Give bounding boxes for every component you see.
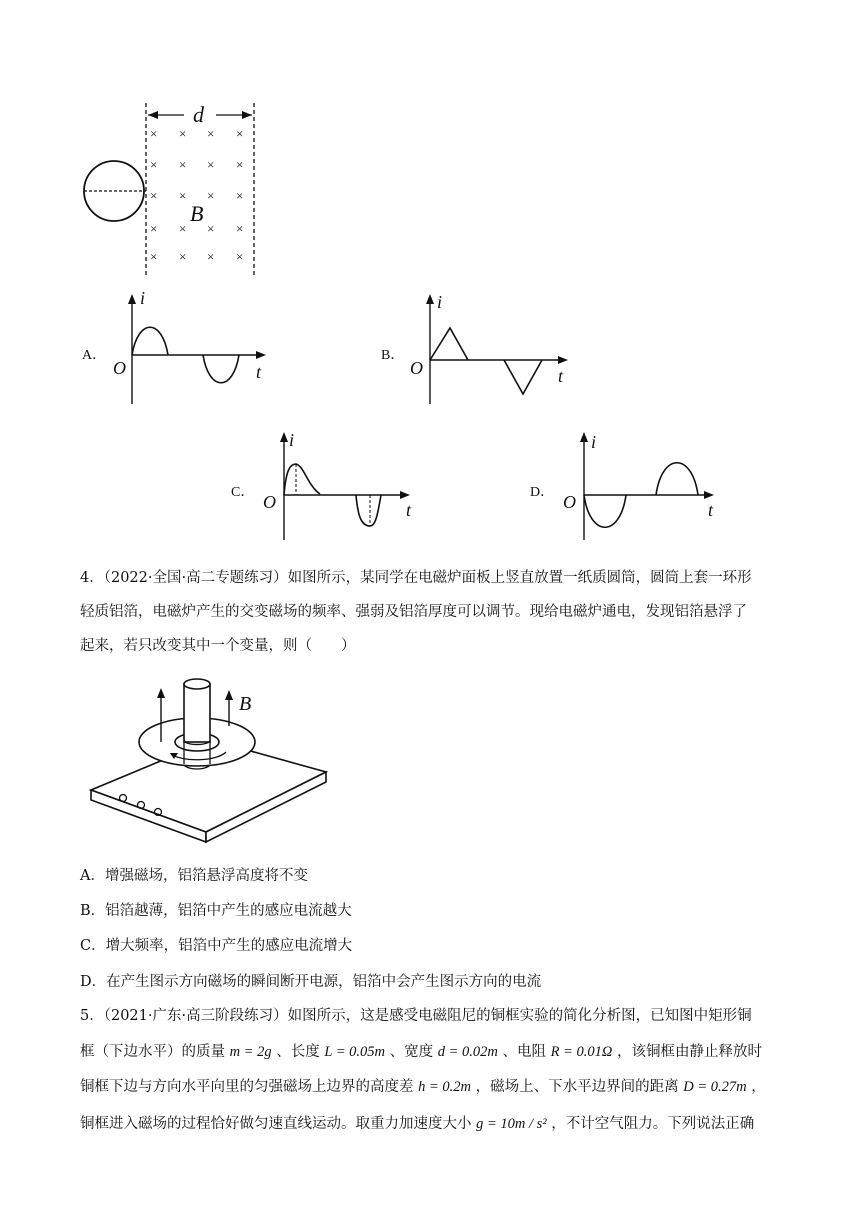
svg-text:×: × — [236, 126, 244, 141]
axis-i-label: i — [289, 430, 295, 450]
axis-i-label: i — [437, 292, 443, 312]
q4-stem-line-1: 4．（2022·全国·高二专题练习）如图所示，某同学在电磁炉面板上竖直放置一纸质圆筒，圆筒上套一环形 — [80, 570, 752, 586]
svg-text:×: × — [236, 157, 244, 172]
graph-b — [408, 290, 588, 410]
svg-text:×: × — [179, 221, 187, 236]
svg-text:×: × — [207, 126, 215, 141]
q4-stem-line-3: 起来，若只改变其中一个变量，则（ ） — [80, 638, 356, 654]
axis-i-label: i — [591, 432, 597, 452]
graph-a — [110, 290, 280, 410]
q5-text: 、电阻 — [502, 1044, 546, 1060]
svg-text:×: × — [150, 157, 158, 172]
q4-option-c[interactable]: C．增大频率，铝箔中产生的感应电流增大 — [80, 938, 353, 954]
q5-text: 铜框下边与方向水平向里的匀强磁场上边界的高度差 — [80, 1079, 414, 1095]
q5-stem-line-4 — [80, 1112, 754, 1133]
svg-text:×: × — [150, 188, 158, 203]
svg-text:×: × — [207, 188, 215, 203]
option-a-label[interactable]: A． — [82, 348, 107, 363]
origin-label: O — [410, 358, 423, 378]
q5-text: ，该铜框由静止释放时 — [616, 1044, 762, 1060]
mass-expr: m = 2g — [229, 1044, 272, 1060]
B-field-label: B — [239, 693, 252, 715]
q5-text: 、长度 — [276, 1044, 320, 1060]
option-c-label[interactable]: C． — [231, 485, 255, 500]
origin-label: O — [263, 492, 276, 512]
svg-text:×: × — [236, 249, 244, 264]
svg-text:×: × — [150, 221, 158, 236]
axis-t-label: t — [256, 362, 262, 382]
q5-stem-line-2 — [80, 1040, 762, 1061]
q5-text: 铜框进入磁场的过程恰好做匀速直线运动。取重力加速度大小 — [80, 1116, 472, 1132]
svg-text:×: × — [207, 157, 215, 172]
svg-text:×: × — [179, 249, 187, 264]
option-b-label[interactable]: B． — [381, 348, 405, 363]
svg-text:×: × — [236, 188, 244, 203]
q4-option-d[interactable]: D．在产生图示方向磁场的瞬间断开电源，铝箔中会产生图示方向的电流 — [80, 974, 542, 990]
field-region-figure — [80, 95, 280, 295]
q5-text: 框（下边水平）的质量 — [80, 1044, 225, 1060]
q5-text: ，不计空气阻力。下列说法正确 — [551, 1116, 755, 1132]
svg-text:×: × — [150, 249, 158, 264]
q4-option-b[interactable]: B．铝箔越薄，铝箔中产生的感应电流越大 — [80, 903, 352, 919]
q5-stem-line-1: 5．（2021·广东·高三阶段练习）如图所示，这是感受电磁阻尼的铜框实验的简化分析图，已知图中矩形铜 — [80, 1008, 752, 1024]
origin-label: O — [563, 492, 576, 512]
q5-text: 、宽度 — [389, 1044, 434, 1060]
q5-text: ，磁场上、下水平边界间的距离 — [475, 1079, 679, 1095]
origin-label: O — [113, 358, 126, 378]
width-expr: d = 0.02m — [437, 1044, 498, 1060]
q4-stem-line-2: 轻质铝箔，电磁炉产生的交变磁场的频率、强弱及铝箔厚度可以调节。现给电磁炉通电，发现铝箔悬浮了 — [80, 604, 747, 620]
axis-t-label: t — [406, 500, 412, 520]
q5-text: ， — [751, 1079, 766, 1095]
gravity-expr: g = 10m / s² — [476, 1116, 547, 1132]
d-label: d — [193, 102, 204, 127]
svg-text:×: × — [179, 126, 187, 141]
q4-option-a[interactable]: A．增强磁场，铝箔悬浮高度将不变 — [80, 868, 308, 884]
axis-t-label: t — [558, 366, 564, 386]
axis-i-label: i — [140, 288, 146, 308]
field-x-marks — [150, 126, 243, 264]
distance-expr: D = 0.27m — [683, 1079, 747, 1095]
induction-cooker-figure — [86, 662, 336, 847]
graph-c — [262, 428, 432, 543]
svg-text:×: × — [179, 188, 187, 203]
B-label: B — [190, 201, 204, 226]
svg-text:×: × — [207, 221, 215, 236]
svg-text:×: × — [236, 221, 244, 236]
svg-text:×: × — [207, 249, 215, 264]
length-expr: L = 0.05m — [324, 1044, 386, 1060]
axis-t-label: t — [708, 500, 714, 520]
graph-d — [562, 428, 732, 543]
option-d-label[interactable]: D． — [530, 485, 555, 500]
q5-stem-line-3 — [80, 1075, 766, 1096]
svg-text:×: × — [179, 157, 187, 172]
height-expr: h = 0.2m — [418, 1079, 471, 1095]
svg-text:×: × — [150, 126, 158, 141]
resistance-expr: R = 0.01Ω — [550, 1044, 613, 1060]
